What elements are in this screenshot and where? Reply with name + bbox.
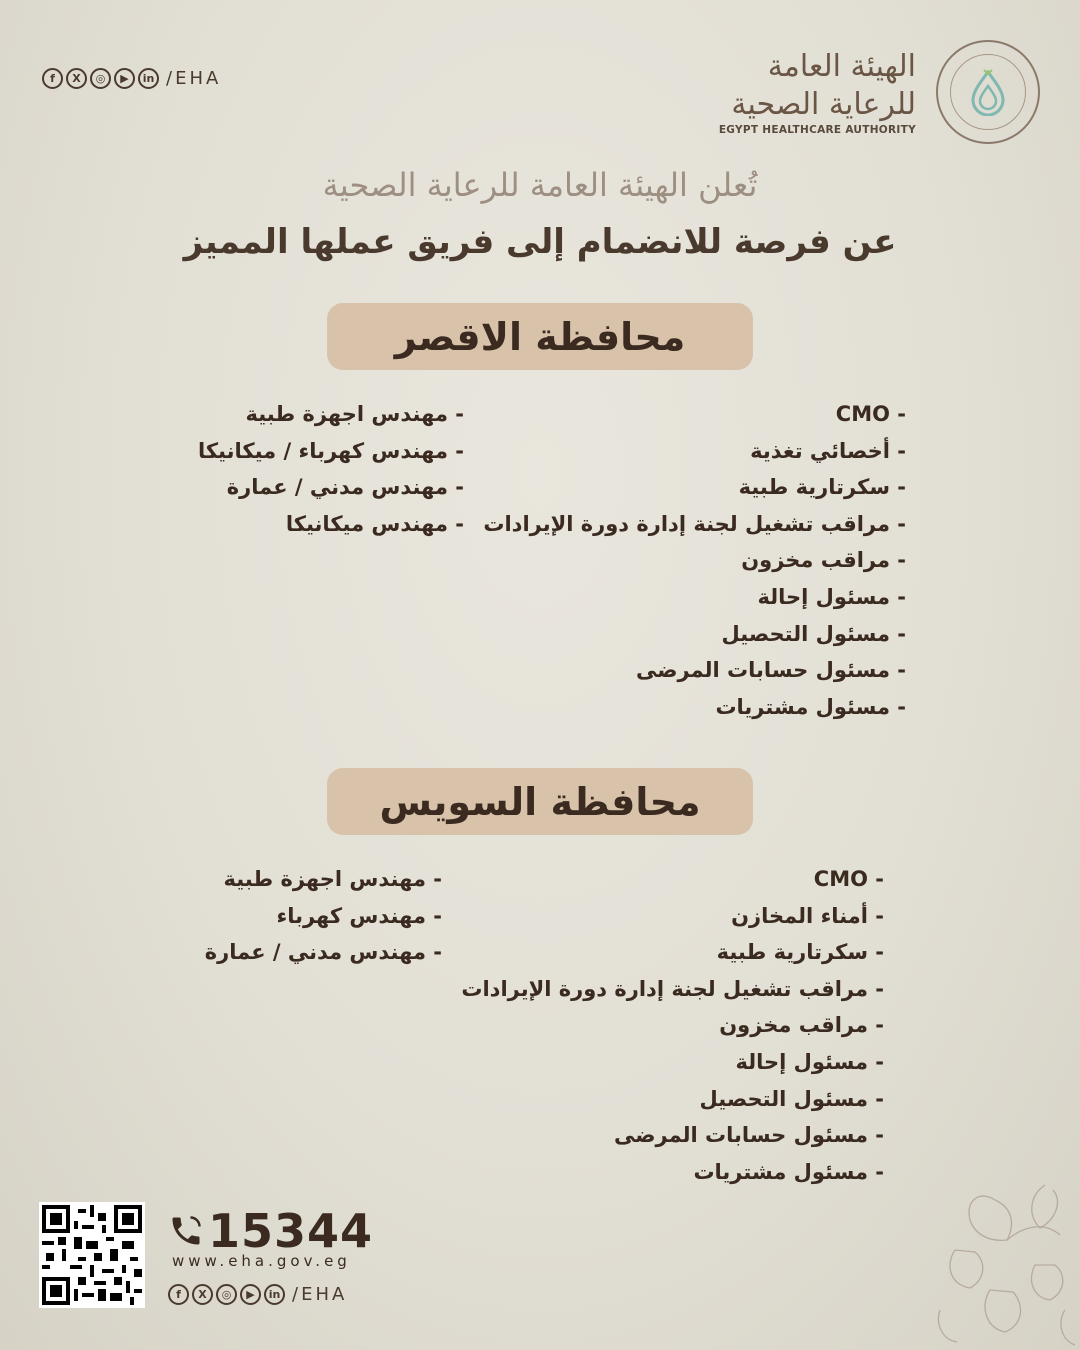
list-item: - مسئول مشتريات [693, 1159, 884, 1184]
section-title-suez: محافظة السويس [327, 768, 753, 835]
authority-seal-logo [936, 40, 1040, 144]
lotus-decoration-icon [935, 1180, 1080, 1350]
list-item: - مسئول حسابات المرضى [635, 658, 906, 683]
facebook-icon[interactable]: f [42, 68, 63, 89]
x-icon[interactable]: X [66, 68, 87, 89]
logo-line1: الهيئة العامة [767, 49, 916, 84]
list-item: - مسئول مشتريات [715, 694, 906, 719]
social-handle[interactable]: /EHA [292, 1284, 348, 1305]
announcement-line2: عن فرصة للانضمام إلى فريق عملها المميز [183, 222, 897, 262]
list-item: - مهندس مدني / عمارة [204, 940, 442, 965]
facebook-icon[interactable]: f [168, 1284, 189, 1305]
list-item: - CMO [835, 402, 906, 426]
list-item: - مسئول التحصيل [721, 621, 906, 646]
list-item: - مسئول التحصيل [699, 1086, 884, 1111]
list-item: - مسئول حسابات المرضى [613, 1123, 884, 1148]
list-item: - مهندس اجهزة طبية [245, 402, 464, 426]
list-item: - مهندس كهرباء [276, 903, 442, 928]
youtube-icon[interactable]: ▶ [114, 68, 135, 89]
logo-english: EGYPT HEALTHCARE AUTHORITY [718, 124, 916, 136]
list-item: - مراقب تشغيل لجنة إدارة دورة الإيرادات [461, 976, 884, 1001]
phone-icon [168, 1213, 204, 1249]
qr-code[interactable] [39, 1202, 145, 1308]
section-title-luxor: محافظة الاقصر [327, 303, 753, 370]
list-item: - سكرتارية طبية [738, 475, 906, 500]
suez-jobs-left [205, 861, 442, 971]
list-item: - مهندس اجهزة طبية [223, 867, 442, 891]
x-icon[interactable]: X [192, 1284, 213, 1305]
hotline-number[interactable]: 15344 [208, 1204, 374, 1258]
qr-code-pattern-icon [42, 1205, 142, 1305]
luxor-jobs-left [198, 396, 464, 542]
list-item: - مهندس كهرباء / ميكانيكا [197, 438, 464, 463]
list-item: - مهندس ميكانيكا [285, 511, 464, 536]
seal-inner [950, 54, 1026, 130]
youtube-icon[interactable]: ▶ [240, 1284, 261, 1305]
list-item: - مهندس مدني / عمارة [226, 475, 464, 500]
instagram-icon[interactable]: ◎ [90, 68, 111, 89]
list-item: - أخصائي تغذية [750, 438, 906, 463]
list-item: - مسئول إحالة [757, 584, 906, 609]
suez-jobs-right [461, 861, 884, 1190]
announcement-line1: تُعلن الهيئة العامة للرعاية الصحية [322, 166, 758, 204]
list-item: - مراقب تشغيل لجنة إدارة دورة الإيرادات [483, 511, 906, 536]
footer-social-row [168, 1284, 347, 1305]
luxor-jobs-right [483, 396, 906, 725]
hotline[interactable] [168, 1204, 373, 1258]
logo-line2: للرعاية الصحية [731, 87, 916, 122]
list-item: - مسئول إحالة [735, 1049, 884, 1074]
linkedin-icon[interactable]: in [138, 68, 159, 89]
logo-text [676, 48, 916, 136]
header-social-row [42, 68, 221, 89]
instagram-icon[interactable]: ◎ [216, 1284, 237, 1305]
social-handle[interactable]: /EHA [166, 68, 222, 89]
list-item: - أمناء المخازن [731, 903, 884, 928]
linkedin-icon[interactable]: in [264, 1284, 285, 1305]
drop-emblem-icon [967, 68, 1009, 116]
list-item: - CMO [813, 867, 884, 891]
list-item: - سكرتارية طبية [716, 940, 884, 965]
list-item: - مراقب مخزون [719, 1013, 884, 1038]
list-item: - مراقب مخزون [741, 548, 906, 573]
website-url[interactable]: www.eha.gov.eg [172, 1252, 351, 1270]
